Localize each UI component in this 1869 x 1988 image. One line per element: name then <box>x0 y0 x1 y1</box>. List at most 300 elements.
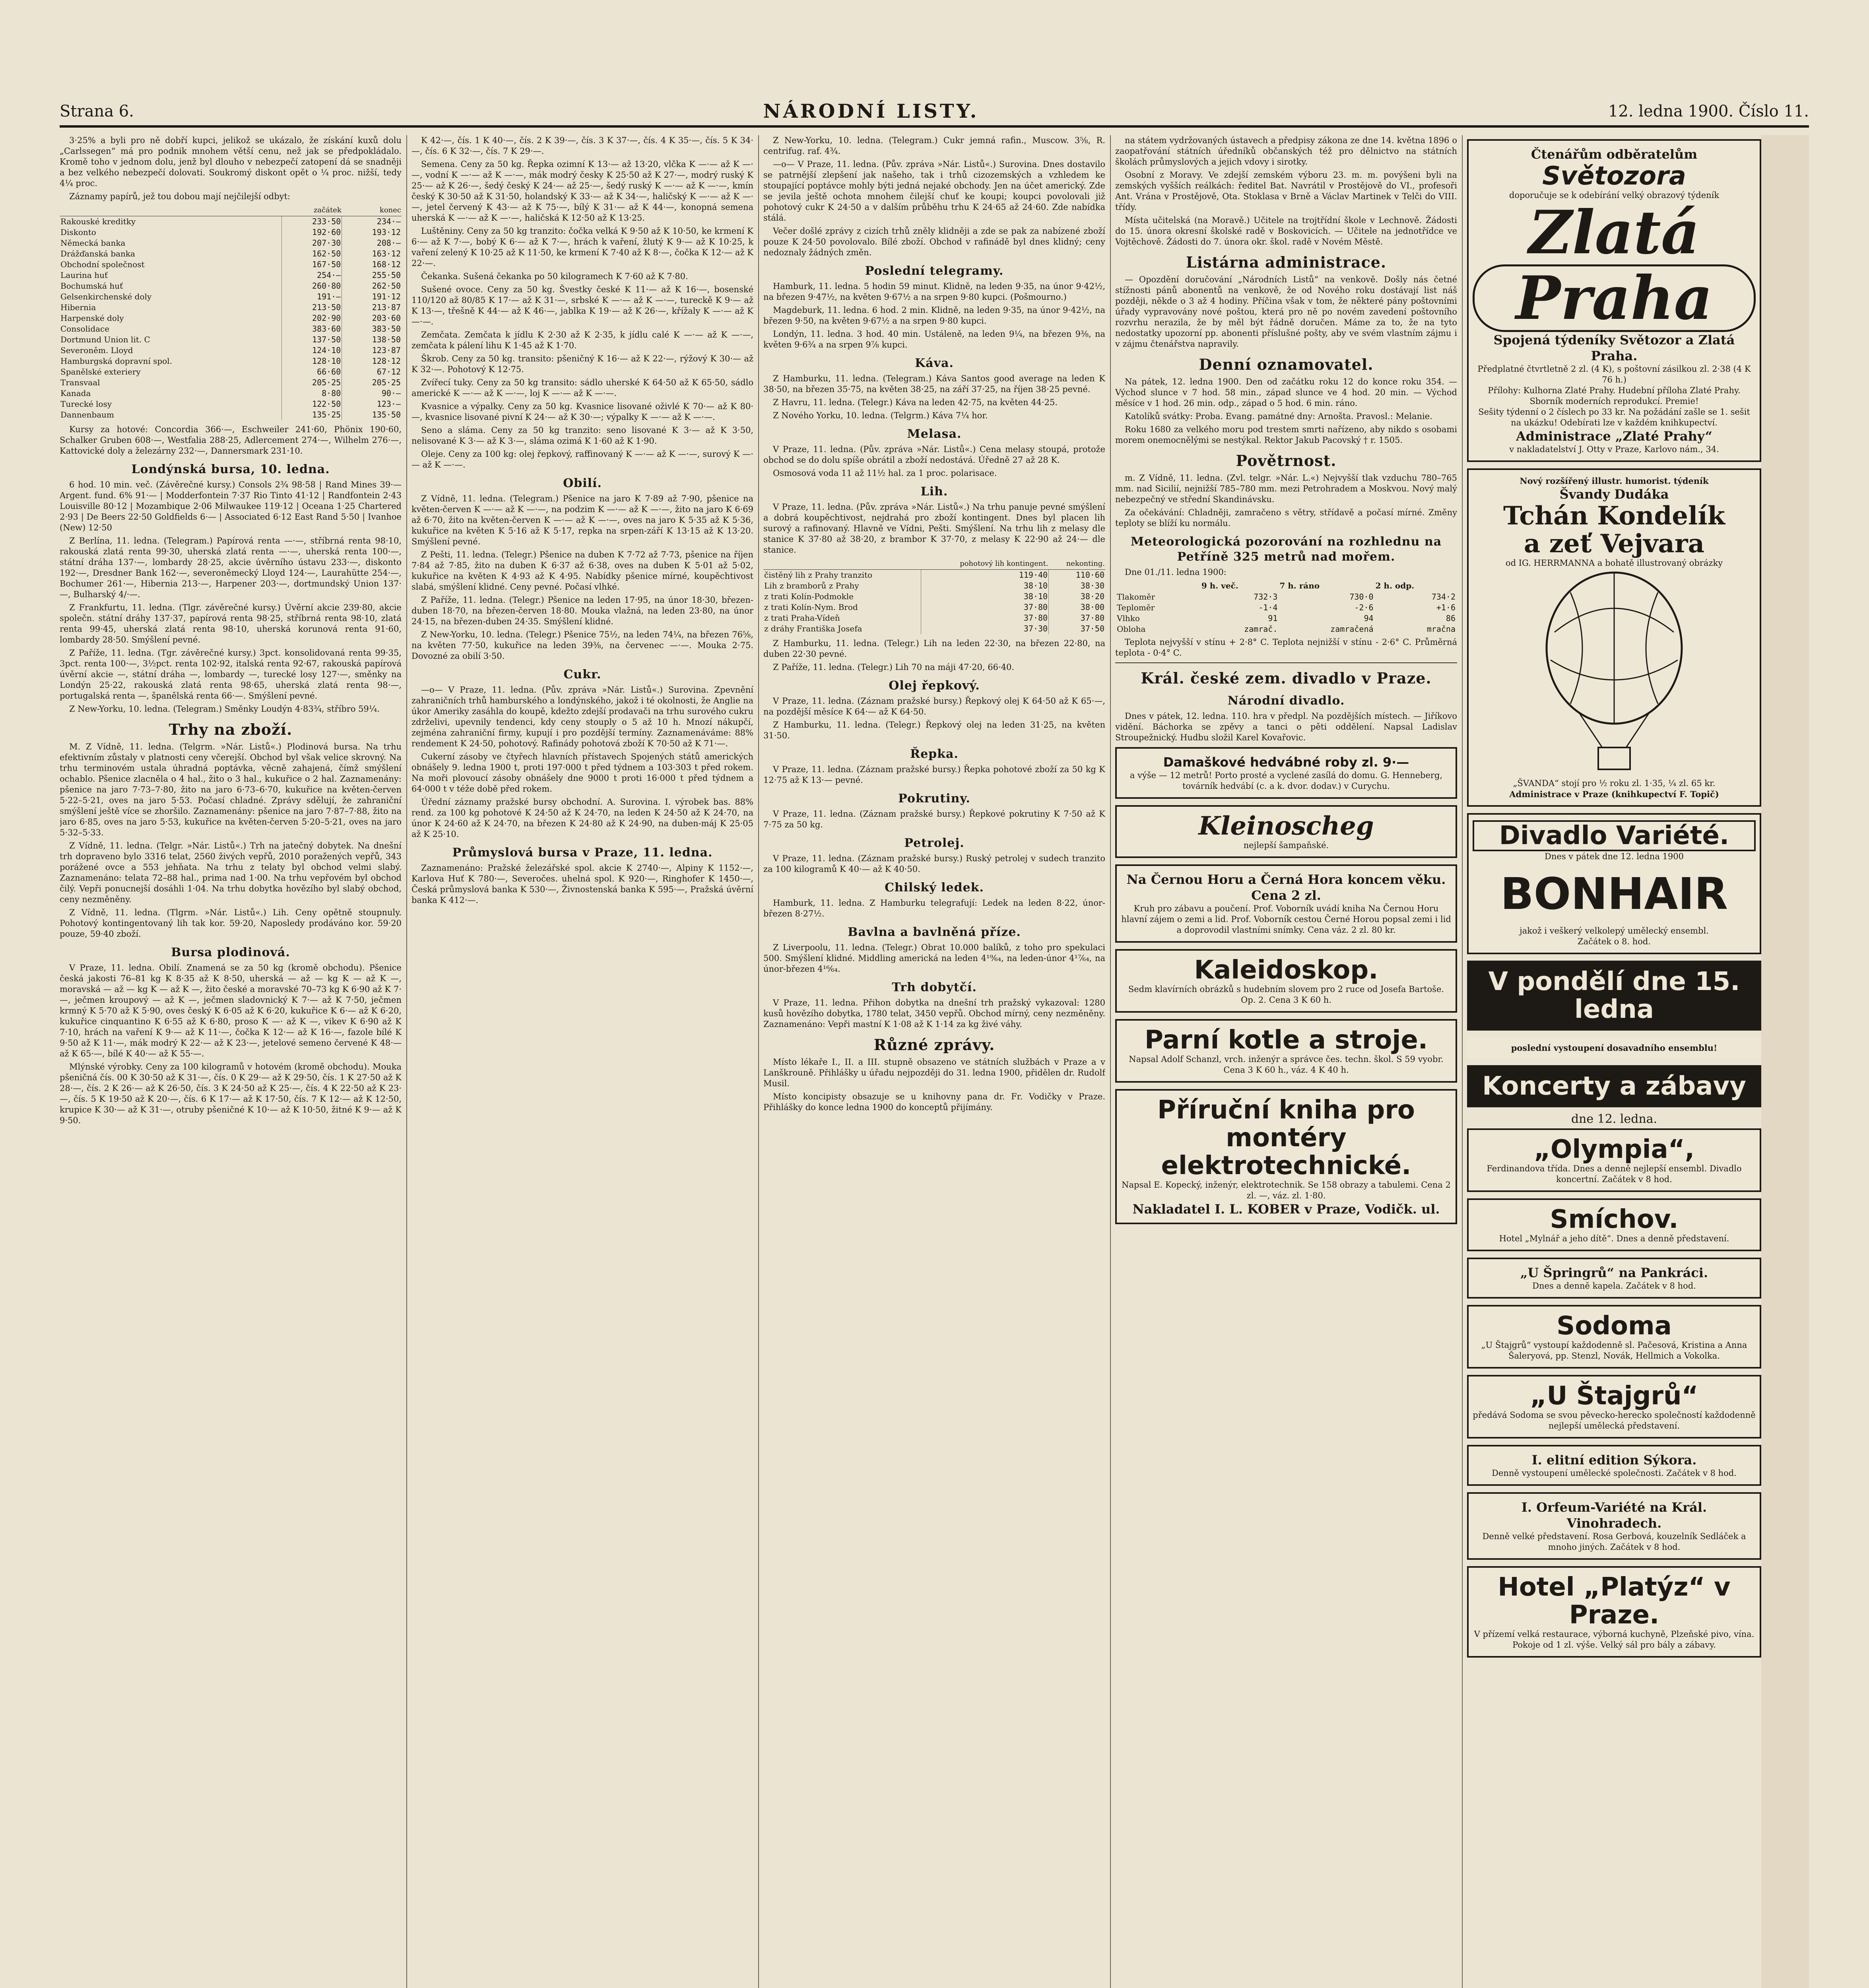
ad-text: a výše — 12 metrů! Porto prosté a vyclené zasílá do domu. G. Henneberg, továrník hedvábí (c. a k. dvor. dodav.) v Curychu. <box>1130 771 1443 791</box>
section-subheading: dne 12. ledna. <box>1571 1112 1657 1126</box>
article-text: Z Liverpoolu, 11. ledna. (Telegr.) Obrat 10.000 balíků, z toho pro spekulaci 500. Smýšlení klidné. Middling americká na leden 4¹⁹⁄₆₄, na leden-únor 4¹⁷⁄₆₄, na únor-březen 4¹⁶⁄₆₄. <box>763 943 1105 974</box>
advertisement <box>1467 1258 1761 1299</box>
table-cell-value: 213·87 <box>372 303 401 312</box>
table-row <box>60 399 402 410</box>
article-text: Z New-Yorku, 10. ledna. (Telegram.) Cukr jemná rafin., Muscow. 3⅝, R. centrifug. raf. 4¾. <box>763 136 1105 156</box>
ad-headline: Damaškové hedvábné roby zl. 9·— <box>1163 755 1409 770</box>
article-text: Kvasnice a výpalky. Ceny za 50 kg. Kvasnice lisované oživlé K 70·— až K 80·—, kvasnice lisované pivní K 24·— až K 30·—; výpalky K —·— až K —·—. <box>411 402 753 422</box>
article-text: na státem vydržovaných ústavech a předpisy zákona ze dne 14. května 1896 o zaopatřování státních úředníků občanských též pro dělnictvo na státních školách průmyslových a jejich vdovy i sirotky. <box>1115 136 1457 167</box>
table-cell-value: +1·6 <box>1436 603 1456 612</box>
table-row <box>60 259 402 270</box>
table-row <box>60 216 402 227</box>
table-row <box>60 238 402 248</box>
table-cell-label: z dráhy Františka Josefa <box>763 623 921 634</box>
table-row <box>60 227 402 238</box>
advertisement <box>1467 1128 1761 1192</box>
column-5 <box>1467 135 1761 1988</box>
article-text: V Praze, 11. ledna. (Pův. zpráva »Nár. Listů«.) Na trhu panuje pevné smýšlení a dobrá koupěchtivost, nejdrahá pro zboží kontingent. Dnes byl placen lih surový a rafinovaný. Hlavně ve Vídni, Pešti. Smýšlení. Na trhu lih z melasy dle stanice K 37·80 až 38·20, z brambor K 37·70, z melasy K 22·90 až 24·— dle stanice. <box>763 502 1105 555</box>
article-text: Z Vídně, 11. ledna. (Telgr. »Nár. Listů«.) Trh na jatečný dobytek. Na dnešní trh dopraveno bylo 3316 telat, 2560 živých vepřů, 2010 poražených vepřů, 343 porážené ovce a 553 jehňata. Na trhu z telaty byl obchod velmi slabý. Zaznamenáno: telata 72–88 hal., prima nad 1·00. Na trhu vepřovém byl obchod čilý. Vepři ponucnejší dosáhli 1·04. Na trhu dobytka hovězího byl slabý obchod, ceny nezměněny. <box>60 841 402 904</box>
table-row <box>763 623 1105 634</box>
ad-text: „U Štajgrů“ vystoupí každodenně sl. Pačesová, Kristina a Anna Šaleryová, pp. Stenzl, Novák, Hellmich a Vokolka. <box>1481 1340 1747 1361</box>
article-text: Katolíků svátky: Proba. Evang. památné dny: Arnošta. Pravosl.: Melanie. <box>1125 412 1432 421</box>
article-text: Teplota nejvyšší v stínu + 2·8° C. Teplota nejnižší v stínu - 2·6° C. Průměrná teplota - 0·4° C. <box>1115 637 1457 658</box>
table-cell-value: 38·10 <box>921 591 1048 602</box>
article-text: Škrob. Ceny za 50 kg. transito: pšeničný K 16·— až K 22·—, rýžový K 30·— až K 32·—. Pohotový K 12·75. <box>411 354 753 374</box>
section-heading: Denní oznamovatel. <box>1199 355 1374 373</box>
newspaper-title: NÁRODNÍ LISTY. <box>763 100 979 122</box>
section-heading: Král. české zem. divadlo v Praze. <box>1141 669 1432 687</box>
article-text: Zaznamenáno: Pražské železářské spol. akcie K 2740·—, Alpiny K 1152·—, Karlova Huť K 780·—, Severočes. uhelná spol. K 920·—, Ringhofer K 1450·—, Česká průmyslová banka K 530·—, Živnostenská banka K 595·—, Pražská úvěrní banka K 412·—. <box>411 863 753 905</box>
ad-headline: Příruční kniha pro montéry elektrotechnické. <box>1157 1095 1415 1180</box>
table-row <box>60 410 402 420</box>
ad-text: Sedm klavírních obrázků s hudebním slovem pro 2 ruce od Josefa Bartoše. Op. 2. Cena 3 K 60 h. <box>1128 984 1444 1005</box>
ad-text: Přílohy: Kulhorna Zlaté Prahy. Hudební příloha Zlaté Prahy. Sborník moderních reprodukcí. Premie! <box>1488 386 1741 406</box>
columns <box>60 135 1809 1988</box>
table-header: konec <box>342 204 402 216</box>
article-text: V Praze, 11. ledna. Obilí. Znamená se za 50 kg (kromě obchodu). Pšenice česká jakosti 76–81 kg K 8·35 až K 8·50, uherská — až — kg K — až K —, moravská — až — kg K — až K —, žito české a moravské 70–73 kg K 6·90 až K 7·—, ječmen kroupový — až K —, ječmen sladovnický K 7·— až K 7·50, ječmen krmný K 5·70 až K 5·90, oves český K 6·05 až K 6·20, kukuřice K 6·— až K 6·20, kukuřice cinquantino K 6·55 až K 6·80, proso K —· až K —, vikev K 6·90 až K 7·10, hrách na vaření K 9·— až K 11·—, čočka K 12·— až K 16·—, fazole bílé K 9·50 až K 11·—, mák modrý K 22·— až K 23·—, jetelové semeno červené K 48·— až K 65·—, bílé K 40·— až K 55·—. <box>60 963 402 1058</box>
table-header <box>1115 580 1201 592</box>
advertisement <box>1115 1019 1457 1083</box>
table-cell-value: 38·20 <box>1080 592 1104 601</box>
balloon-illustration <box>1531 569 1698 775</box>
ad-headline: Na Černou Horu a Černá Hora koncem věku. <box>1126 872 1446 887</box>
table-row <box>763 570 1105 581</box>
table-cell-value: 262·50 <box>372 281 401 291</box>
article-text: Z New-Yorku, 10. ledna. (Telegram.) Směnky Loudýn 4·83¾, stříbro 59¼. <box>69 704 380 714</box>
ad-pretitle: Nový rozšířený illustr. humorist. týdeník <box>1520 476 1709 486</box>
section-heading: Petrolej. <box>904 836 965 850</box>
article-text: Sušené ovoce. Ceny za 50 kg. Švestky české K 11·— až K 16·—, bosenské 110/120 až 80/85 K 17·— až K 31·—, srbské K —·— až K —·—, tureckě K 9·— až K 13·—, třešně K 44·— až K 46·—, jablka K 19·— až K 26·—, křížaly K —·— až K —·—. <box>411 285 753 326</box>
article-text: Z Hamburku, 11. ledna. (Telegr.) Řepkový olej na leden 31·25, na květen 31·50. <box>763 720 1105 740</box>
ad-text: jakož i veškerý velkolepý umělecký ensembl. <box>1520 926 1709 936</box>
article-text: Z Paříže, 11. ledna. (Telegr.) Pšenice na leden 17·95, na únor 18·30, březen-duben 18·70, na březen-červen 18·80. Mouka vlažná, na leden 23·80, na únor 24·15, na březen-duben 24·35. Smýšlení klidné. <box>411 595 753 626</box>
ad-contact: Administrace v Praze (knihkupectví F. Topič) <box>1509 789 1719 799</box>
table-cell-label: Hibernia <box>60 302 282 313</box>
advertisement <box>1115 1089 1457 1224</box>
article-text: Cukerní zásoby ve čtyřech hlavních přístavech Spojených států amerických obnášely 9. ledna 1900 t, proti 197·000 t před týdnem a 103·303 t před rokem. Na moři plovoucí zásoby obnášely dne 9000 t proti 16·000 t před týdnem a 64·000 t v téže době před rokem. <box>411 752 753 794</box>
table-cell-value: 734·2 <box>1431 592 1456 602</box>
table-header <box>60 204 282 216</box>
table-cell-label: Turecké losy <box>60 399 282 410</box>
article-text: V Praze, 11. ledna. (Záznam pražské bursy.) Řepka pohotové zboží za 50 kg K 12·75 až K 13·— pevné. <box>763 765 1105 785</box>
table-row <box>763 613 1105 623</box>
article-text: Z Berlína, 11. ledna. (Telegram.) Papírová renta —·—, stříbrná renta 98·10, rakouská zlatá renta 99·30, uherská zlatá renta —·—, uherská renta 100·—, státní dráha 137·—, lombardy 28·25, akcie úvěrního ústavu 233·—, diskonto 192·—, Dresdner Bank 162·—, severoněmecký Lloyd 124·—, Laurahütte 254·—, Bochumer 261·—, Hibernia 213·—, Harpener 203·—, dortmundský Union 137·—, Bulharský 4/·—. <box>60 536 402 599</box>
section-heading: Londýnská bursa, 10. ledna. <box>131 462 330 476</box>
table-cell-value: 732·3 <box>1254 592 1278 602</box>
table-row <box>60 388 402 399</box>
table-cell-label: Teploměr <box>1117 603 1155 612</box>
table-header: 2 h. odp. <box>1375 581 1415 590</box>
table-row <box>1115 592 1457 602</box>
table-cell-value: 137·50 <box>282 334 342 345</box>
article-text: Semena. Ceny za 50 kg. Řepka ozimní K 13·— až 13·20, vlčka K —·— až K —·—, vodní K —·— až K —·—, mák modrý česky K 25·50 až K 27·—, modrý ruský K 25·— až K 26·—, šedý český K 24·— až 25·—, šedý ruský K —·— až K —·—, kmín český K 30·50 až K 31·50, holandský K 33·— až K 34·—, haličský K —·— až K —·—, jetel červený K 43·— až K 75·—, bílý K 31·— až K 44·—, konopná semena uherská K —·— až K —·—, haličská K 12·50 až K 13·25. <box>411 159 753 223</box>
table-cell-value: 38·10 <box>921 580 1048 591</box>
ad-text: Kruh pro zábavu a poučení. Prof. Voborník uvádí kniha Na Černou Horu hlavní zájem o zemi a lid. Prof. Voborník cestou Černé Horou popsal zemi i lid a doprovodil vlastními snímky. Cena váz. 2 zl. 80 kr. <box>1121 904 1451 935</box>
weather-table <box>1115 580 1457 635</box>
article-text: Dnes v pátek, 12. ledna. 110. hra v předpl. Na pozdějších místech. — Jiříkovo vidění. Báchorka se zpěvy a tanci o pěti oddělení. Napsal Ladislav Stroupežnický. Hudbu složil Karel Kovařovic. <box>1115 711 1457 742</box>
ad-headline: BONHAIR <box>1500 868 1728 919</box>
table-cell-label: Spanělské exteriery <box>60 367 282 377</box>
article-text: Z Havru, 11. ledna. (Telegr.) Káva na leden 42·75, na květen 44·25. <box>773 398 1058 407</box>
column-divider <box>1110 135 1111 1988</box>
table-cell-value: 383·50 <box>372 324 401 334</box>
article-text: 6 hod. 10 min. več. (Závěrečné kursy.) Consols 2¾ 98·58 | Rand Mines 39·— Argent. fund. 6% 91·— | Modderfontein 7·37 Rio Tinto 41·12 | Randfontein 2·43 Louisville 80·12 | Mozambique 2·06 Milwaukee 119·12 | Oceana 1·25 Chartered 2·93 | De Beers 22·50 Goldfields 6·— | Associated 6·12 East Rand 5·50 | Ivanhoe (New) 12·50 <box>60 480 402 532</box>
section-heading: Obilí. <box>563 476 602 490</box>
section-heading: Bursa plodinová. <box>171 945 290 959</box>
table-cell-value: zamračená <box>1330 624 1374 634</box>
table-cell-value: 86 <box>1446 613 1456 623</box>
section-heading: Melasa. <box>907 427 962 441</box>
table-cell-value: 124·10 <box>282 345 342 356</box>
page-number: Strana 6. <box>60 102 134 120</box>
article-text: Za očekávání: Chladněji, zamračeno s větry, střídavě a počasí mírné. Změny teploty se blíží ku normálu. <box>1115 508 1457 528</box>
section-heading: Pokrutiny. <box>898 792 970 806</box>
section-heading: Listárna administrace. <box>1186 253 1387 271</box>
table-cell-value: 191·12 <box>372 292 401 301</box>
spirit-table <box>763 558 1105 634</box>
article-text: Čekanka. Sušená čekanka po 50 kilogramech K 7·60 až K 7·80. <box>421 272 688 281</box>
table-cell-value: 207·30 <box>282 238 342 248</box>
article-text: Z New-Yorku, 10. ledna. (Telegr.) Pšenice 75½, na leden 74¼, na březen 76⅝, na květen 77·50, kukuřice na leden 39⅜, na červenec —·—. Mouka 2·75. Dovozné za obilí 3·50. <box>411 630 753 661</box>
table-cell-value: 234·— <box>377 217 401 226</box>
table-cell-label: Transvaal <box>60 377 282 388</box>
table-cell-value: 37·50 <box>1080 624 1104 633</box>
article-text: — Opozdění doručování „Národních Listů“ na venkově. Došly nás četné stížnosti pánů abonentů na venkově, že od Nového roku dostávají list náš později, někde o 3 až 4 hodiny. Příčina však v tom, že některé pány poštovními úřady vypravovány nové poštou, která pro ně po novém zavedení poštovního rozvrhu nerazila, že by měl být řádně doručen. Máme za to, že na tyto nedostatky upozorní pp. abonenti příslušné pošty, aby ve svém vlastním zájmu i v zájmu čtenářstva napravily. <box>1115 275 1457 349</box>
stock-table <box>60 204 402 420</box>
article-text: —o— V Praze, 11. ledna. (Pův. zpráva »Nár. Listů«.) Surovina. Zpevnění zahraničních trhů hamburského a londýnského, jakož i té okolnosti, že Anglie na úkor Ameriky zasáhla do koupě, kdežto zdejší prodavači na trhu surového cukru zdrželivi, upevnily tendenci, kdy ceny stouply o 5 až 10 h. Mnozí nákupčí, zejména zahraniční firmy, kupují i pro pozdější termíny. Zaznamenáváme: 88% rendement K 24·50, pohotový. Rafinády pohotová zboží K 70·50 až K 71·—. <box>411 685 753 748</box>
column-divider <box>1462 135 1463 1988</box>
section-subheading: Národní divadlo. <box>1227 694 1345 708</box>
article-text: Místo koncipisty obsazuje se u knihovny pana dr. Fr. Vodičky v Praze. Přihlášky do konce ledna 1900 do konceptů přijímány. <box>763 1092 1105 1112</box>
column-4 <box>1115 135 1457 1988</box>
section-heading: Trh dobytčí. <box>892 980 977 994</box>
table-cell-value: 135·50 <box>372 410 401 419</box>
table-cell-value: 202·90 <box>282 313 342 324</box>
table-header: začátek <box>282 204 342 216</box>
section-heading: Chilský ledek. <box>885 881 984 895</box>
ad-text: Napsal E. Kopecký, inženýr, elektrotechnik. Se 158 obrazy a tabulemi. Cena 2 zl. —, váz. zl. 1·80. <box>1122 1180 1451 1200</box>
ad-headline: Kaleidoskop. <box>1194 955 1378 985</box>
table-header: 7 h. ráno <box>1279 581 1320 590</box>
advertisement <box>1115 747 1457 799</box>
ad-headline: Smíchov. <box>1550 1205 1679 1234</box>
table-cell-label: Dortmund Union lit. C <box>60 334 282 345</box>
table-cell-label: z trati Kolín-Podmokle <box>763 591 921 602</box>
article-text: Mlýnské výrobky. Ceny za 100 kilogramů v hotovém (kromě obchodu). Mouka pšeničná čís. 00 K 30·50 až K 31·—, čís. 0 K 29·— až K 29·50, čís. 1 K 27·50 až K 28·—, čís. 2 K 26·— až K 26·50, čís. 3 K 24·50 až K 25·—, čís. 4 K 22·50 až K 23·—, čís. 5 K 19·50 až K 20·—, čís. 6 K 17·— až K 17·50, čís. 7 K 12·— až K 12·50, krupice K 30·— až K 31·—, otruby pšeničné K 10·— až K 10·50, žitné K 9·— až K 9·50. <box>60 1062 402 1125</box>
table-cell-value: 38·00 <box>1080 602 1104 612</box>
advertisement <box>1467 1492 1761 1560</box>
article-text: Luštěniny. Ceny za 50 kg tranzito: čočka velká K 9·50 až K 10·50, ke krmení K 6·— až K 7·—, bobý K 6·— až K 7·—, hrách k vaření, žlutý K 9·— až K 10·25, k vaření zelený K 10·25 až K 11·50, ke krmení K 7·40 až K 8·—, čočka K 12·— až K 22·—. <box>411 226 753 268</box>
table-cell-value: 213·50 <box>282 302 342 313</box>
ad-text: od IG. HERRMANNA a bohatě illustrovaný obrázky <box>1505 558 1723 568</box>
article-text: Úřední záznamy pražské bursy obchodní. A. Surovina. I. výrobek bas. 88% rend. za 100 kg pohotové K 24·50 až K 24·70, na leden K 24·50 až K 24·70, na únor K 24·60 až K 24·70, na březen K 24·80 až K 24·90, na duben-máj K 25·05 až K 25·10. <box>411 797 753 839</box>
section-heading: Různé zprávy. <box>873 1036 995 1054</box>
table-cell-value: mračna <box>1426 624 1456 634</box>
ad-text: Předplatné čtvrtletně 2 zl. (4 K), s poštovní zásilkou zl. 2·38 (4 K 76 h.) <box>1477 364 1751 384</box>
ad-publisher: Nakladatel I. L. KOBER v Praze, Vodičk. ul. <box>1132 1202 1440 1217</box>
ad-text: nejlepší šampaňské. <box>1243 841 1329 850</box>
table-row <box>1115 613 1457 624</box>
table-row <box>60 248 402 259</box>
table-header: nekonting. <box>1049 558 1105 570</box>
table-row <box>60 302 402 313</box>
table-cell-label: Diskonto <box>60 227 282 238</box>
article-text: V Praze, 11. ledna. (Záznam pražské bursy.) Řepkový olej K 64·50 až K 65·—, na pozdější měsíce K 64·— až K 64·50. <box>763 696 1105 716</box>
masthead <box>60 97 1809 128</box>
column-divider <box>406 135 407 1988</box>
table-cell-value: 123·87 <box>372 346 401 355</box>
section-heading: Bavlna a bavlněná příze. <box>848 925 1021 939</box>
table-row <box>60 270 402 281</box>
section-heading: Trhy na zboží. <box>169 720 293 738</box>
ad-text: Hotel „Mylnář a jeho dítě“. Dnes a denně představení. <box>1499 1234 1729 1243</box>
table-row <box>60 377 402 388</box>
table-cell-value: 67·12 <box>377 367 401 377</box>
table-cell-value: 168·12 <box>372 260 401 269</box>
article-text: Dne 01./11. ledna 1900: <box>1125 567 1227 577</box>
table-cell-value: 90·— <box>381 388 401 398</box>
ad-text: poslední vystoupení dosavadního ensemblu! <box>1511 1043 1718 1053</box>
table-cell-label: z trati Praha-Vídeň <box>763 613 921 623</box>
article-text: Z Vídně, 11. ledna. (Telegram.) Pšenice na jaro K 7·89 až 7·90, pšenice na květen-červen K —·— až K —·—, na podzim K —·— až K —·—, žito na jaro K 6·69 až 6·70, žito na květen-červen K —·— až K —·—, oves na jaro K 5·35 až K 5·36, kukuřice na květen K 5·16 až K 5·17, repka na srpen-září K 13·15 až K 13·20. Smýšlení pevné. <box>411 494 753 546</box>
table-cell-value: 730·0 <box>1349 592 1374 602</box>
ad-pretitle: Čtenářům odběratelům <box>1531 147 1698 162</box>
table-row <box>763 580 1105 591</box>
section-heading: Lih. <box>920 485 948 499</box>
table-cell-value: 8·80 <box>282 388 342 399</box>
article-text: —o— V Praze, 11. ledna. (Pův. zpráva »Nár. Listů«.) Surovina. Dnes dostavilo se patrnější zlepšení jak našeho, tak i trhů cizozemských a vzhledem ke stoupající poptávce mohly býti jedná nejaké obchody. Jen na účet americký. Zde se jevila ještě ochota mnohem čilejší chuť ke koupi; koupci povolovali již pohotový cukr K 24·50 a v dalším průběhu trhu K 24·65 až 24·60. Zde nabídka stálá. <box>763 159 1105 223</box>
advertisement <box>1467 468 1761 807</box>
ad-text: Sešity týdenní o 2 číslech po 33 kr. Na požádání zašle se 1. sešit na ukázku! Odebírati lze v každém knihkupectví. <box>1478 407 1750 427</box>
table-cell-label: Gelsenkirchenské doly <box>60 291 282 302</box>
ad-headline: Hotel „Platýz“ v Praze. <box>1498 1573 1731 1630</box>
ad-text: Denně vystoupení umělecké společnosti. Začátek v 8 hod. <box>1492 1468 1737 1478</box>
table-cell-value: -1·4 <box>1258 603 1278 612</box>
table-cell-label: Obloha <box>1117 624 1146 634</box>
column-divider <box>758 135 759 1988</box>
section-heading: Řepka. <box>910 747 959 761</box>
ad-text: Ferdinandova třída. Dnes a denně nejlepší ensembl. Divadlo koncertní. Začátek v 8 hod. <box>1487 1164 1742 1184</box>
article-text: Magdeburk, 11. ledna. 6 hod. 2 min. Klidně, na leden 9·35, na únor 9·42½, na březen 9·50, na květen 9·67½ a na srpen 9·80 kupci. <box>763 305 1105 326</box>
table-cell-value: 37·80 <box>1080 613 1104 623</box>
advertisement <box>1115 864 1457 943</box>
section-heading: Průmyslová bursa v Praze, 11. ledna. <box>452 846 713 860</box>
ad-headline: Zlatá <box>1528 198 1700 268</box>
table-cell-value: 110·60 <box>1075 570 1104 580</box>
table-cell-label: z trati Kolín-Nym. Brod <box>763 602 921 613</box>
table-cell-label: Rakouské kreditky <box>60 216 282 227</box>
table-row <box>60 313 402 324</box>
section-heading: Káva. <box>915 356 954 370</box>
article-text: Hamburk, 11. ledna. 5 hodin 59 minut. Klidně, na leden 9·35, na únor 9·42½, na březen 9·47½, na květen 9·67½ a na srpen 9·80 kupci. (Pošmourno.) <box>763 282 1105 302</box>
table-cell-label: Drážďanská banka <box>60 248 282 259</box>
article-text: Z Hamburku, 11. ledna. (Telegram.) Káva Santos good average na leden K 38·50, na březen 35·75, na květen 38·25, na září 37·25, na říjen 38·25 pevné. <box>763 374 1105 394</box>
table-cell-label: Harpenské doly <box>60 313 282 324</box>
article-text: Z Paříže, 11. ledna. (Tgr. závěrečné kursy.) 3pct. konsolidovaná renta 99·35, 3pct. renta 100·—, 3½pct. renta 102·92, italská renta 92·67, rakouská papírová úvěrní akcie —, státní dráha —, lombardy —, turecké losy 127·—, směnky na Londýn 25·22, rakouská zlatá renta 98·65, uherská zlatá renta 98·—, portugalská renta —, španělská renta 66·—. Smýšlení pevné. <box>60 648 402 701</box>
ad-text: V přízemí velká restaurace, výborná kuchyně, Plzeňské pivo, vína. Pokoje od 1 zl. výše. Velký sál pro bály a zábavy. <box>1474 1629 1754 1650</box>
table-cell-value: 123·— <box>377 399 401 409</box>
ad-headline: I. elitní edition Sýkora. <box>1531 1452 1697 1468</box>
ad-text: Dnes v pátek dne 12. ledna 1900 <box>1545 852 1684 861</box>
table-cell-value: 128·10 <box>282 356 342 367</box>
table-cell-label: Lih z bramborů z Prahy <box>763 580 921 591</box>
article-text: Osmosová voda 11 až 11½ hal. za 1 proc. polarisace. <box>773 468 997 478</box>
table-row <box>763 591 1105 602</box>
article-text: 3·25% a byli pro ně dobří kupci, jelikož se ukázalo, že získání kuxů dolu „Carlssegen“ má pro podnik mnohem větší cenu, než jak se předpokládalo. Kromě toho v jednom dolu, jenž byl dlouho v nebezpečí zatopení dá se snadněji a bez velkého nebezpečí dolovati. Soukromý diskont opět o ¼ proc. nižší, tedy 4¼ proc. <box>60 136 402 188</box>
table-cell-value: 254·— <box>282 270 342 281</box>
issue-date: 12. ledna 1900. Číslo 11. <box>1608 102 1809 120</box>
table-row <box>60 334 402 345</box>
ad-text: předává Sodoma se svou pěvecko-herecko společností každodenně nejlepší umělecká představení. <box>1473 1410 1756 1431</box>
table-cell-label: Severoněm. Lloyd <box>60 345 282 356</box>
table-cell-label: Hamburgská dopravní spol. <box>60 356 282 367</box>
article-text: m. Z Vídně, 11. ledna. (Zvl. telgr. »Nár. L.«) Nejvyšší tlak vzduchu 780–765 mm. nad Sicilií, nejnižší 785–780 mm. mezi Petrohradem a Moskvou. Nový malý nebezpečný ve střední Skandinávsku. <box>1115 473 1457 504</box>
table-cell-value: 37·80 <box>921 602 1048 613</box>
article-text: Místa učitelská (na Moravě.) Učitele na trojtřídní škole v Lechnově. Žádosti do 15. února okresní školské radě v Boskovicích. — Učitele na jednotřídce ve Vojtěchově. Žádosti do 7. února okr. škol. radě v Novém Městě. <box>1115 215 1457 247</box>
table-header <box>763 558 921 570</box>
ad-headline: V pondělí dne 15. ledna <box>1488 967 1740 1024</box>
advertisement <box>1467 1305 1761 1369</box>
table-cell-value: 203·60 <box>372 313 401 323</box>
page-edge <box>1761 135 1809 1988</box>
table-cell-value: 128·12 <box>372 356 401 366</box>
table-row <box>60 356 402 367</box>
article-text: Z Pešti, 11. ledna. (Telegr.) Pšenice na duben K 7·72 až 7·73, pšenice na říjen 7·84 až 7·85, žito na duben K 6·37 až 6·38, oves na duben K 5·01 až 5·02, kukuřice na květen K 4·93 až K 4·95. Nabídky pšenice mírné, koupěchtivost slabá, smýšlení klidné. Ceny pevné. Počasí vlhké. <box>411 550 753 592</box>
table-row <box>1115 602 1457 613</box>
section-heading: Olej řepkový. <box>889 679 980 693</box>
table-cell-value: 138·50 <box>372 335 401 344</box>
article-text: V Praze, 11. ledna. Přihon dobytka na dnešní trh pražský vykazoval: 1280 kusů hovězího dobytka, 1780 telat, 3450 vepřů. Obchod mírný, ceny nezměněny. Zaznamenáno: Vepři mastní K 1·08 až K 1·14 za kg živé váhy. <box>763 998 1105 1029</box>
advertisement <box>1467 1198 1761 1251</box>
table-cell-value: 135·25 <box>282 410 342 420</box>
table-cell-value: 94 <box>1364 613 1374 623</box>
ad-headline: Světozora <box>1542 161 1686 191</box>
ad-headline: a zeť Vejvara <box>1524 529 1705 559</box>
advertisement <box>1467 1065 1761 1107</box>
ad-headline: „U Štajgrů“ <box>1530 1381 1698 1411</box>
ad-text: v nakladatelství J. Otty v Praze, Karlovo nám., 34. <box>1509 445 1719 454</box>
article-text: Večer došlé zprávy z cizích trhů zněly klidněji a zde se pak za nabízené zboží pouze K 24·50 povolovalo. Bílé zboží. Obchod v rafinádě byl dnes klidný; ceny nedoznaly žádných změn. <box>763 226 1105 257</box>
ad-headline: I. Orfeum-Variété na Král. Vinohradech. <box>1521 1500 1707 1531</box>
advertisement <box>1467 1566 1761 1658</box>
advertisement <box>1115 949 1457 1013</box>
article-text: Záznamy papírů, jež tou dobou mají nejčilejší odbyt: <box>69 192 291 201</box>
advertisement <box>1115 805 1457 858</box>
table-row <box>763 602 1105 613</box>
column-3 <box>763 135 1105 1988</box>
ad-headline: Tchán Kondelík <box>1503 501 1725 531</box>
table-cell-value: 255·50 <box>372 270 401 280</box>
article-text: Místo lékaře I., II. a III. stupně obsazeno ve státních službách v Praze a v Lanškrouně. Přihlášky u úřadu nejpozději do 31. ledna 1900, přidělen dr. Rudolf Musil. <box>763 1057 1105 1088</box>
table-row <box>60 345 402 356</box>
table-cell-label: Bochumská huť <box>60 281 282 291</box>
table-cell-value: 205·25 <box>372 378 401 387</box>
advertisement <box>1467 961 1761 1031</box>
table-cell-label: Vlhko <box>1117 613 1140 623</box>
column-1 <box>60 135 402 1988</box>
advertisement <box>1467 139 1761 462</box>
section-heading: Cukr. <box>563 668 602 681</box>
article-text: Z Paříže, 11. ledna. (Telegr.) Lih 70 na máji 47·20, 66·40. <box>773 662 1015 672</box>
ad-text: Napsal Adolf Schanzl, vrch. inženýr a správce čes. techn. škol. S 59 vyobr. Cena 3 K 60 h., váz. 4 K 40 h. <box>1129 1054 1444 1075</box>
table-cell-value: zamrač. <box>1244 624 1278 634</box>
ad-text: Denně velké představení. Rosa Gerbová, kouzelník Sedláček a mnoho jiných. Začátek v 8 hod. <box>1482 1532 1746 1552</box>
table-cell-value: 208·— <box>377 238 401 248</box>
table-cell-label: Dannenbaum <box>60 410 282 420</box>
article-text: Z Hamburku, 11. ledna. (Telegr.) Lih na leden 22·30, na březen 22·80, na duben 22·30 pevné. <box>763 639 1105 659</box>
table-cell-value: 260·80 <box>282 281 342 291</box>
table-cell-value: 191·— <box>282 291 342 302</box>
ad-headline: Koncerty a zábavy <box>1482 1072 1746 1101</box>
article-text: K 42·—, čís. 1 K 40·—, čís. 2 K 39·—, čís. 3 K 37·—, čís. 4 K 35·—, čís. 5 K 34·—, čís. 6 K 32·—, čís. 7 K 29·—. <box>411 136 753 156</box>
article-text: M. Z Vídně, 11. ledna. (Telgrm. »Nár. Listů«.) Plodinová bursa. Na trhu efektivním zůstaly v platnosti ceny včerejší. Obchod byl však velice skrovný. Na trhu terminovém ustala úhradná poptávka, věcně zahajená, čímž smýšlení ochablo. Pšenice zlacněla o 4 hal., žito o 3 hal., kukuřice o 2 hal. Zaznamenány: pšenice na jaro 7·73–7·80, žito na jaro 6·73–6·70, kukuřice na květen-červen 5·22–5·21, oves na jaro 5·53. Počasí chladné. Zprávy sdělují, že zahraniční smýšlení ještě více se zhoršilo. Zaznamenány: pšenice na jaro 7·87–7·88, žito na jaro 6·85, oves na jaro 5·53, kukuřice na květen-červen 5·20–5·21, oves na jaro 5·32–5·33. <box>60 742 402 837</box>
table-cell-value: 193·12 <box>372 227 401 237</box>
table-cell-value: 66·60 <box>282 367 342 377</box>
advertisement <box>1467 1445 1761 1486</box>
section-heading: Povětrnost. <box>1236 452 1337 470</box>
ad-headline: Praha <box>1473 264 1756 332</box>
ad-text: Dnes a denně kapela. Začátek v 8 hod. <box>1532 1281 1696 1291</box>
article-text: Osobní z Moravy. Ve zdejší zemském výboru 23. m. m. povýšeni byli na zemských vyšších reálkách: ředitel Bat. Navrátil v Prostějově do VI., profesoři Ant. Vrána v Prostějově, Ota. Stoklasa v Brně a Václav Martinek v Telči do VIII. třídy. <box>1115 170 1457 212</box>
table-cell-value: 163·12 <box>372 249 401 258</box>
table-cell-value: 233·50 <box>282 216 342 227</box>
table-cell-value: -2·6 <box>1354 603 1374 612</box>
table-cell-label: Německá banka <box>60 238 282 248</box>
table-cell-value: 91 <box>1268 613 1278 623</box>
table-cell-value: 38·30 <box>1080 581 1104 590</box>
table-cell-label: Tlakoměr <box>1117 592 1155 602</box>
table-cell-value: 167·50 <box>282 259 342 270</box>
table-cell-value: 122·50 <box>282 399 342 410</box>
ad-price: Cena 2 zl. <box>1251 888 1321 903</box>
table-row <box>60 324 402 334</box>
table-row <box>60 291 402 302</box>
table-cell-value: 37·30 <box>921 623 1048 634</box>
article-text: Hamburk, 11. ledna. Z Hamburku telegrafují: Ledek na leden 8·22, únor-březen 8·27½. <box>763 898 1105 918</box>
ad-headline: Divadlo Variété. <box>1473 820 1756 851</box>
divider <box>1115 662 1457 663</box>
ad-subtitle: Spojená týdeníky Světozor a Zlatá Praha. <box>1493 332 1735 363</box>
table-header: 9 h. več. <box>1201 581 1238 590</box>
ad-text: Začátek o 8. hod. <box>1578 937 1651 946</box>
ad-contact: Administrace „Zlaté Prahy“ <box>1516 429 1713 444</box>
article-text: Zvířecí tuky. Ceny za 50 kg transito: sádlo uherské K 64·50 až K 65·50, sádlo americké K —·— až K —·—, loj K —·— až K —·—. <box>411 378 753 398</box>
table-row <box>60 367 402 377</box>
table-cell-value: 162·50 <box>282 248 342 259</box>
table-cell-value: 119·40 <box>921 570 1048 581</box>
article-text: Oleje. Ceny za 100 kg: olej řepkový, raffinovaný K —·— až K —·—, surový K —·— až K —·—. <box>411 449 753 470</box>
advertisement <box>1467 813 1761 954</box>
table-header: pohotový lih kontingent. <box>921 558 1048 570</box>
table-cell-label: Obchodní společnost <box>60 259 282 270</box>
advertisement <box>1467 1375 1761 1439</box>
table-cell-value: 205·25 <box>282 377 342 388</box>
article-text: Z Frankfurtu, 11. ledna. (Tlgr. závěrečné kursy.) Úvěrní akcie 239·80, akcie společn. státní dráhy 137·37, papírová renta 98·25, stříbrná renta 98·10, zlatá renta 99·45, uherská zlatá renta 98·10, uherská korunová renta 91·60, lombardy 28·50. Smýšlení pevné. <box>60 603 402 645</box>
table-cell-label: čistěný lih z Prahy tranzito <box>763 570 921 581</box>
table-cell-label: Consolidace <box>60 324 282 334</box>
section-heading: Poslední telegramy. <box>865 264 1004 278</box>
article-text: Seno a sláma. Ceny za 50 kg tranzito: seno lisované K 3·— až K 3·50, nelisované K 3·— až K 3·—, sláma ozimá K 1·60 až K 1·90. <box>411 425 753 446</box>
article-text: Z Vídně, 11. ledna. (Tlgrm. »Nár. Listů«.) Lih. Ceny opětně stoupnuly. Pohotový kontingentovaný lih tak kor. 59·20, Naposledy prodáváno kor. 59·20 pouze, 59·40 zboží. <box>60 908 402 939</box>
ad-headline: Sodoma <box>1557 1311 1672 1341</box>
column-2 <box>411 135 753 1988</box>
ad-headline: „Olympia“, <box>1533 1135 1695 1164</box>
table-cell-label: Kanada <box>60 388 282 399</box>
article-text: Roku 1680 za velkého moru pod trestem smrti nařízeno, aby nikdo s osobami morem onemocnělými se nestýkal. Rektor Jakub Pacovský † r. 1505. <box>1115 425 1457 445</box>
article-text: Londýn, 11. ledna. 3 hod. 40 min. Ustáleně, na leden 9¼, na březen 9⅜, na květen 9·6¾ a na srpen 9⅞ kupci. <box>763 329 1105 349</box>
article-text: V Praze, 11. ledna. (Záznam pražské bursy.) Ruský petrolej v sudech tranzito za 100 kilogramů K 40·— až K 40·50. <box>763 854 1105 874</box>
section-heading: Meteorologická pozorování na rozhlednu na Petříně 325 metrů nad mořem. <box>1130 535 1442 564</box>
